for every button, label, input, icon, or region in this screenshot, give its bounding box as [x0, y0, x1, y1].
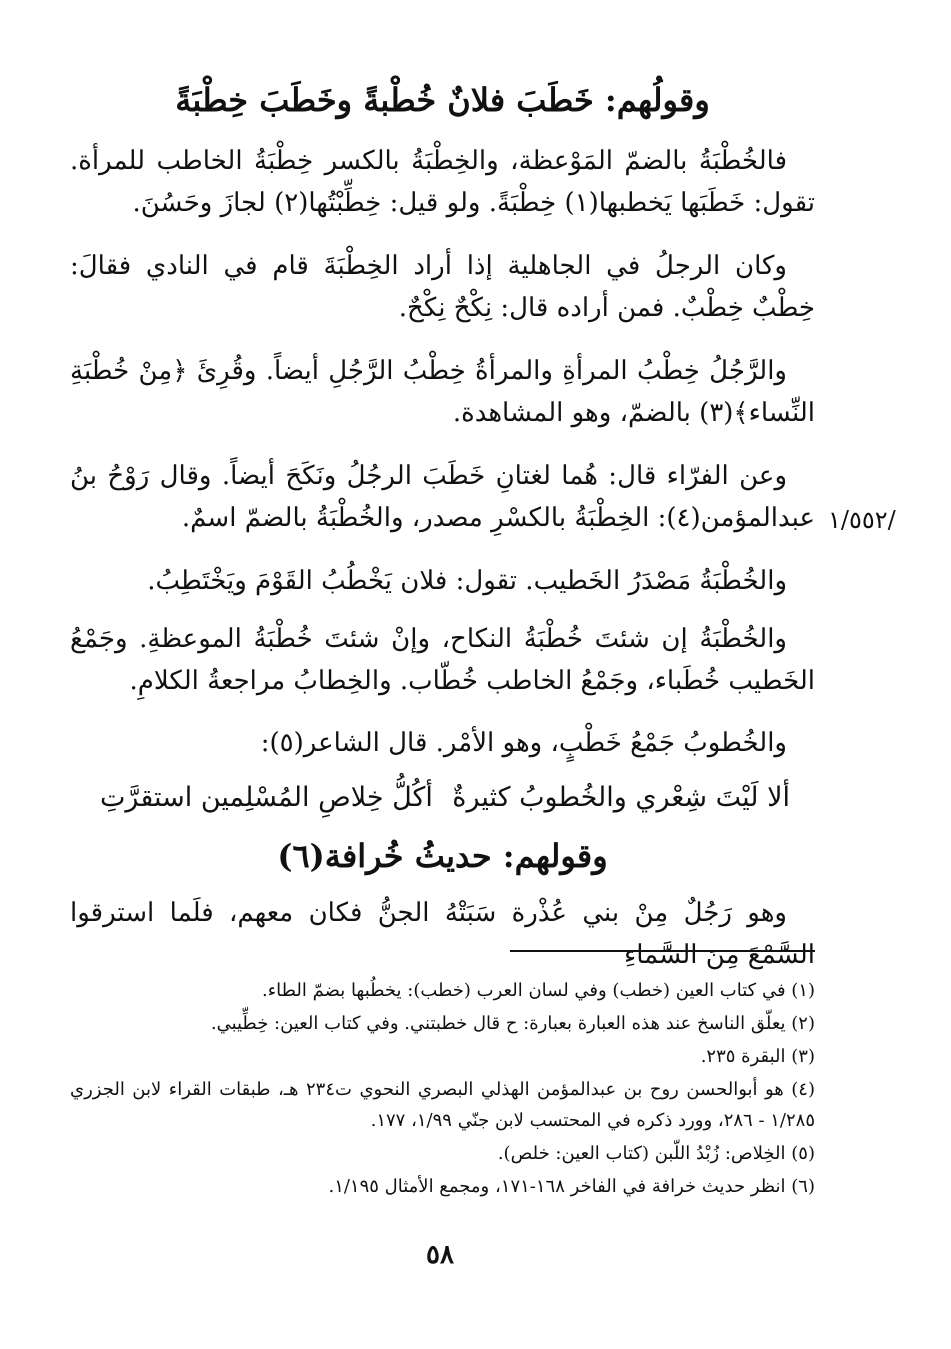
footnote-3: (٣) البقرة ٢٣٥.: [700, 1046, 815, 1067]
verse-second-hemistich: أكُلُّ خِلاصِ المُسْلِمين استقرَّتِ: [100, 782, 433, 813]
paragraph-text: وهو رَجُلٌ مِنْ بني عُذْرة سَبَتْهُ الجنُّ فكان معهم، فلَما استرقوا السَّمْعَ مِنَ السَّماءِ: [70, 898, 815, 970]
paragraph-jahiliyya: [70, 245, 815, 329]
footnote-6: (٦) انظر حديث خرافة في الفاخر ١٦٨-١٧١، ومجمع الأمثال ١/١٩٥.: [328, 1176, 815, 1197]
manuscript-folio-reference: ١/٥٥٢/: [828, 506, 896, 534]
section-heading-khurafa: وقولهم: حديثُ خُرافة(٦): [277, 837, 608, 875]
paragraph-khutub: [70, 722, 815, 764]
paragraph-khitb-al-mara: [70, 350, 815, 434]
footnotes: [70, 975, 815, 1204]
paragraph-text: والخُطْبَةُ مَصْدَرُ الخَطيب. تقول: فلان يَخْطُبُ القَوْمَ ويَخْتَطِبُ.: [147, 566, 787, 596]
paragraph-khutba-definition: [70, 140, 815, 224]
section-heading-khutba: وقولُهم: خَطَبَ فلانٌ خُطْبةً وخَطَبَ خِطْبَةً: [175, 81, 710, 119]
paragraph-text: فالخُطْبَةُ بالضمّ المَوْعظة، والخِطْبَةُ بالكسر خِطْبَةُ الخاطب للمرأة. تقول: خَطَبَها يَخطبها(١) خِطْبَةً. ولو قيل: خِطِّبْتُها(٢) لجازَ وحَسُنَ.: [70, 146, 815, 218]
paragraph-text: والخُطوبُ جَمْعُ خَطْبٍ، وهو الأمْر. قال الشاعر(٥):: [260, 728, 787, 758]
paragraph-text: والخُطْبَةُ إن شئتَ خُطْبَةُ النكاح، وإنْ شئتَ خُطْبَةُ الموعظةِ. وجَمْعُ الخَطيب خُطَباء، وجَمْعُ الخاطب خُطّاب. والخِطابُ مراجعةُ الكلامِ.: [70, 624, 815, 696]
page-number: ٥٨: [426, 1240, 454, 1270]
verse-first-hemistich: ألا لَيْتَ شِعْري والخُطوبُ كثيرةٌ: [452, 782, 790, 813]
footnote-5: (٥) الخِلاص: زُبْدُ اللّبن (كتاب العين: خلص).: [497, 1143, 815, 1164]
paragraph-text: والرَّجُلُ خِطْبُ المرأةِ والمرأةُ خِطْبُ الرَّجُلِ أيضاً. وقُرِئَ ﴿مِنْ خُطْبَةِ النِّساء﴾(٣) بالضمّ، وهو المشاهدة.: [70, 356, 815, 428]
paragraph-khatib: [70, 560, 815, 602]
footnote-separator: [510, 950, 815, 952]
poetry-verse: [100, 776, 790, 820]
paragraph-text: وعن الفرّاء قال: هُما لغتانِ خَطَبَ الرجُلُ ونَكَحَ أيضاً. وقال رَوْحُ بنُ عبدالمؤمن(٤): الخِطْبَةُ بالكسْرِ مصدر، والخُطْبَةُ بالضمّ اسمٌ.: [70, 461, 815, 533]
paragraph-khutbat-al-nikah: [70, 618, 815, 702]
paragraph-farra: [70, 455, 815, 539]
footnote-1: (١) في كتاب العين (خطب) وفي لسان العرب (خطب): يخطُبها بضمّ الطاء.: [261, 980, 815, 1001]
paragraph-khurafa: [70, 892, 815, 976]
paragraph-text: وكان الرجلُ في الجاهلية إذا أراد الخِطْبَةَ قام في النادي فقالَ: خِطْبٌ خِطْبٌ. فمن أراده قال: نِكْحٌ نِكْحٌ.: [70, 251, 815, 323]
footnote-2: (٢) يعلّق الناسخ عند هذه العبارة بعبارة: ح قال خطبتني. وفي كتاب العين: خِطِّيبي.: [210, 1013, 815, 1034]
footnote-4: (٤) هو أبوالحسن روح بن عبدالمؤمن الهذلي البصري النحوي ت٢٣٤ هـ، طبقات القراء لابن الجزري ١/٢٨٥ - ٢٨٦، وورد ذكره في المحتسب لابن جنّي ١/٩٩، ١٧٧.: [70, 1079, 815, 1131]
